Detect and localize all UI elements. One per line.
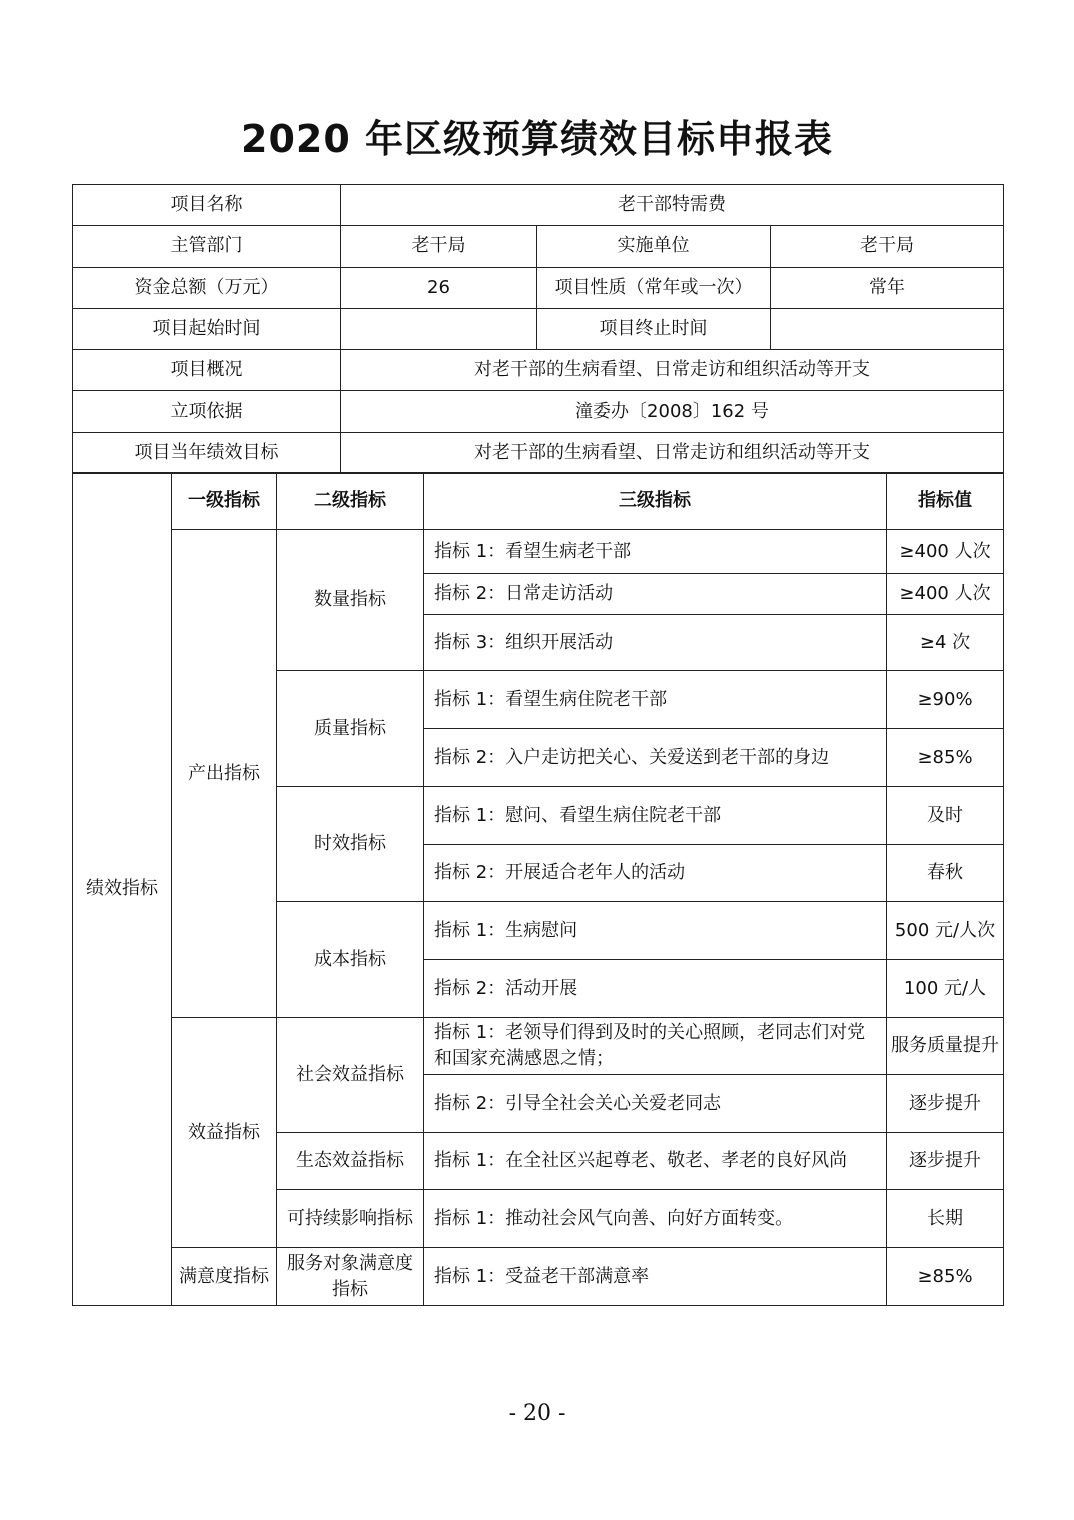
header-level1: 一级指标: [172, 473, 277, 530]
indicator-value: 逐步提升: [887, 1075, 1004, 1133]
end-label: 项目终止时间: [537, 308, 771, 349]
goal-label: 项目当年绩效目标: [73, 432, 341, 473]
indicator-name: 指标 1：看望生病住院老干部: [424, 671, 887, 729]
table-row: [73, 308, 1004, 349]
basis-label: 立项依据: [73, 391, 341, 432]
indicator-name: 指标 1：慰问、看望生病住院老干部: [424, 787, 887, 845]
table-row: [73, 432, 1004, 473]
table-row: [73, 185, 1004, 226]
project-name-value: 老干部特需费: [341, 185, 1004, 226]
benefit-label: 效益指标: [172, 1018, 277, 1248]
indicator-value: 及时: [887, 787, 1004, 845]
project-name-label: 项目名称: [73, 185, 341, 226]
page-title: 2020 年区级预算绩效目标申报表: [241, 117, 833, 161]
service-satisfaction-label: 服务对象满意度指标: [277, 1248, 424, 1306]
fund-value: 26: [341, 267, 537, 308]
output-label: 产出指标: [172, 530, 277, 1018]
project-info-table: [72, 184, 1004, 474]
eco-label: 生态效益指标: [277, 1133, 424, 1190]
basis-value: 潼委办〔2008〕162 号: [341, 391, 1004, 432]
indicator-name: 指标 1：受益老干部满意率: [424, 1248, 887, 1306]
satisfaction-label: 满意度指标: [172, 1248, 277, 1306]
dept-label: 主管部门: [73, 226, 341, 267]
indicator-value: 服务质量提升: [887, 1018, 1004, 1075]
perf-section-label: 绩效指标: [73, 473, 172, 1306]
indicator-name: 指标 1：生病慰问: [424, 902, 887, 960]
indicator-name: 指标 1：看望生病老干部: [424, 530, 887, 574]
header-value: 指标值: [887, 473, 1004, 530]
indicator-value: ≥400 人次: [887, 574, 1004, 615]
social-label: 社会效益指标: [277, 1018, 424, 1133]
start-value: [341, 308, 537, 349]
indicator-name: 指标 1：推动社会风气向善、向好方面转变。: [424, 1190, 887, 1248]
indicator-name: 指标 2：引导全社会关心关爱老同志: [424, 1075, 887, 1133]
indicator-name: 指标 1：老领导们得到及时的关心照顾，老同志们对党和国家充满感恩之情；: [424, 1018, 887, 1075]
table-row: [73, 391, 1004, 432]
table-row: [73, 226, 1004, 267]
table-row: [73, 267, 1004, 308]
end-value: [771, 308, 1004, 349]
nature-label: 项目性质（常年或一次）: [537, 267, 771, 308]
indicator-value: 500 元/人次: [887, 902, 1004, 960]
overview-label: 项目概况: [73, 350, 341, 391]
table-row: [73, 350, 1004, 391]
indicator-value: 长期: [887, 1190, 1004, 1248]
table-row: [73, 1248, 1004, 1306]
fund-label: 资金总额（万元）: [73, 267, 341, 308]
indicator-name: 指标 2：日常走访活动: [424, 574, 887, 615]
sustain-label: 可持续影响指标: [277, 1190, 424, 1248]
table-row: [73, 530, 1004, 574]
impl-value: 老干局: [771, 226, 1004, 267]
quantity-label: 数量指标: [277, 530, 424, 671]
indicator-name: 指标 3：组织开展活动: [424, 615, 887, 671]
performance-indicator-table: [72, 472, 1004, 1306]
header-level3: 三级指标: [424, 473, 887, 530]
indicator-name: 指标 2：入户走访把关心、关爱送到老干部的身边: [424, 729, 887, 787]
header-level2: 二级指标: [277, 473, 424, 530]
table-header-row: [73, 473, 1004, 530]
indicator-value: ≥4 次: [887, 615, 1004, 671]
indicator-value: ≥85%: [887, 729, 1004, 787]
indicator-value: ≥90%: [887, 671, 1004, 729]
indicator-value: 春秋: [887, 845, 1004, 902]
indicator-name: 指标 2：活动开展: [424, 960, 887, 1018]
goal-value: 对老干部的生病看望、日常走访和组织活动等开支: [341, 432, 1004, 473]
page-number: - 20 -: [508, 1401, 566, 1426]
indicator-value: ≥400 人次: [887, 530, 1004, 574]
start-label: 项目起始时间: [73, 308, 341, 349]
indicator-name: 指标 1：在全社区兴起尊老、敬老、孝老的良好风尚: [424, 1133, 887, 1190]
indicator-value: 100 元/人: [887, 960, 1004, 1018]
indicator-name: 指标 2：开展适合老年人的活动: [424, 845, 887, 902]
cost-label: 成本指标: [277, 902, 424, 1018]
nature-value: 常年: [771, 267, 1004, 308]
indicator-value: 逐步提升: [887, 1133, 1004, 1190]
timeliness-label: 时效指标: [277, 787, 424, 902]
table-row: [73, 1018, 1004, 1075]
overview-value: 对老干部的生病看望、日常走访和组织活动等开支: [341, 350, 1004, 391]
impl-label: 实施单位: [537, 226, 771, 267]
dept-value: 老干局: [341, 226, 537, 267]
quality-label: 质量指标: [277, 671, 424, 787]
indicator-value: ≥85%: [887, 1248, 1004, 1306]
